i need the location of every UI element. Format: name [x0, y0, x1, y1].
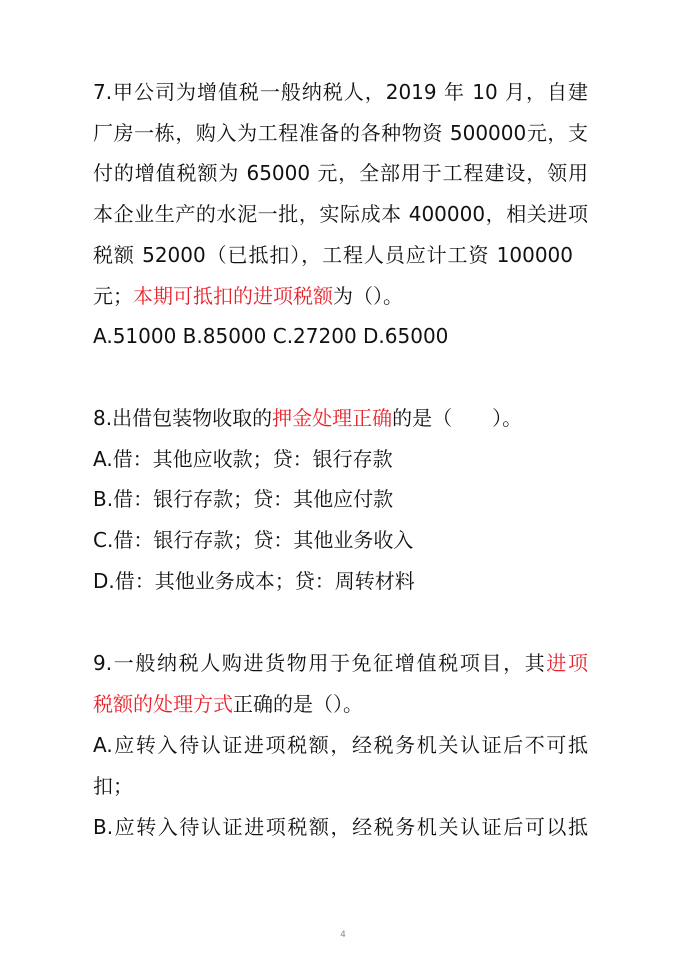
highlighted-text: 押金处理正确 — [272, 406, 393, 430]
text: B.应转入待认证进项税额，经税务机关认证后可以抵 — [93, 815, 588, 839]
text: 厂房一栋，购入为工程准备的各种物资 500000元，支 — [93, 121, 588, 145]
question-9-option-a-cont — [93, 773, 588, 799]
question-9-option-a — [93, 732, 588, 758]
text: A.51000 B.85000 C.27200 D.65000 — [93, 324, 449, 348]
text: 本企业生产的水泥一批，实际成本 400000，相关进项 — [93, 202, 588, 226]
question-7-line-1 — [93, 79, 588, 105]
question-8-option-b — [93, 486, 588, 512]
question-9-option-b — [93, 814, 588, 840]
text: D.借：其他业务成本；贷：周转材料 — [93, 569, 415, 593]
text: 正确的是（）。 — [233, 692, 363, 716]
text: A.借：其他应收款；贷：银行存款 — [93, 447, 393, 471]
text: 元； — [93, 284, 133, 308]
highlighted-text: 进项 — [546, 651, 588, 675]
highlighted-text: 税额的处理方式 — [93, 692, 233, 716]
text: 的是（ ）。 — [392, 406, 523, 430]
question-8-option-c — [93, 527, 588, 553]
highlighted-text: 本期可抵扣的进项税额 — [133, 284, 333, 308]
question-9-line-2 — [93, 691, 588, 717]
text: A.应转入待认证进项税额，经税务机关认证后不可抵 — [93, 733, 588, 757]
question-8-option-a — [93, 446, 588, 472]
text: 扣； — [93, 774, 133, 798]
question-8-stem — [93, 405, 588, 431]
text: B.借：银行存款；贷：其他应付款 — [93, 487, 394, 511]
question-8-option-d — [93, 568, 588, 594]
page-number: 4 — [340, 930, 346, 940]
question-7-options — [93, 323, 588, 349]
text: C.借：银行存款；贷：其他业务收入 — [93, 528, 414, 552]
question-7-line-4 — [93, 201, 588, 227]
question-7-line-2 — [93, 120, 588, 146]
text: 为（）。 — [333, 284, 403, 308]
question-7-line-3 — [93, 160, 588, 186]
question-9-line-1 — [93, 650, 588, 676]
question-7-line-6 — [93, 283, 588, 309]
text: 9.一般纳税人购进货物用于免征增值税项目，其 — [93, 651, 547, 675]
text: 7.甲公司为增值税一般纳税人，2019 年 10 月，自建 — [93, 80, 588, 104]
text: 8.出借包装物收取的 — [93, 406, 273, 430]
text: 付的增值税额为 65000 元，全部用于工程建设，领用 — [93, 161, 588, 185]
question-7-line-5 — [93, 242, 573, 268]
text: 税额 52000（已抵扣），工程人员应计工资 100000 — [93, 243, 573, 267]
